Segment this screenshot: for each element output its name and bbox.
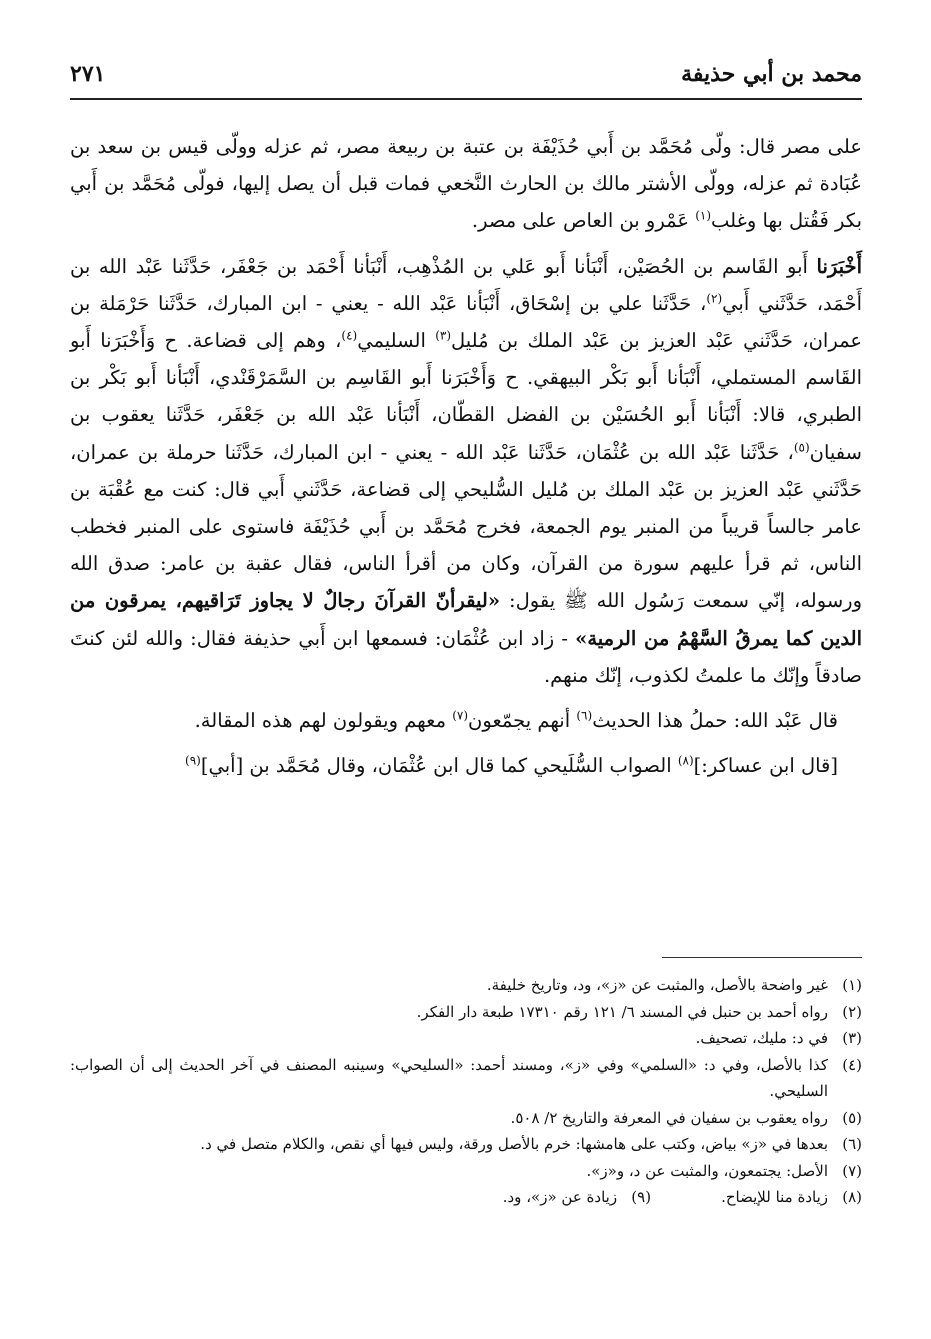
header-rule xyxy=(70,98,862,100)
footnote-number: (٧) xyxy=(842,1161,862,1180)
footnote-5 xyxy=(70,1105,862,1132)
footnote-text: زيادة منا للإيضاح. xyxy=(721,1188,828,1206)
paragraph-2 xyxy=(70,248,862,694)
main-text xyxy=(70,128,862,784)
footnote-ref-9: (٩) xyxy=(185,753,201,768)
text-run: قال عَبْد الله: حملُ هذا الحديث xyxy=(592,709,838,733)
text-run: على مصر قال: ولّى مُحَمَّد بن أَبي حُذَيْفَة بن عتبة بن ربيعة مصر، ثم عزله وولّى قيس بن xyxy=(140,135,863,158)
text-run: - زاد ابن عُثْمَان: فسمعها ابن أَبي حذيفة فقال: والله لئن كنتَ صادقاً وإنّك ما علمتُ لكذوب، إنّك منهم. xyxy=(70,626,862,687)
text-run: معهم ويقولون لهم هذه المقالة. xyxy=(194,709,453,733)
text-run: ، حَدَّثَنا عَبْد الله بن عُثْمَان، حَدَّثَنا عَبْد الله - يعني - ابن المبارك، حَدَّثَنا حرملة بن عمران، حَدَّثَني عَبْد العزيز بن عَبْد الملك بن مُليل السُّليحي إلى قضاعة، حَدَّثَني أَبي قال: كنت مع عُقْبَة بن عامر جالساً قريباً من المنبر يوم الجمعة، فخرج مُحَمَّد بن أَبي حُذَيْفَة فاستوى على المنبر فخطب الناس، ثم قرأ عليهم سورة من القرآن، وكان من أقرأ الناس، فقال عقبة بن عامر: صدق الله ورسوله، إنّي سمعت رَسُول الله ﷺ يقول: xyxy=(70,440,862,613)
text-run: [قال ابن عساكر:] xyxy=(693,754,838,778)
footnote-number: (١) xyxy=(842,976,862,994)
footnote-text: كذا بالأصل، وفي د: «السلمي» وفي «ز»، ومسند أحمد: «السليحي» وسينبه المصنف في آخر الحديث إلى أن الصواب: السليحي. xyxy=(70,1055,828,1100)
hadith-quote: «ليقرأنّ القرآنَ رجالٌ لا يجاوز تَرَاقيهم، يمرقون من الدين كما يمرقُ السَّهْمُ من الرمية» xyxy=(70,589,862,650)
footnote-1 xyxy=(70,972,862,999)
footnote-ref-2: (٢) xyxy=(706,291,723,306)
footnotes xyxy=(70,972,862,1211)
footnote-8 xyxy=(721,1184,862,1211)
footnote-ref-8: (٨) xyxy=(677,753,694,768)
footnote-ref-4: (٤) xyxy=(341,328,358,343)
footnote-number: (٤) xyxy=(842,1055,862,1074)
footnote-text: رواه أحمد بن حنبل في المسند ٦/ ١٢١ رقم ١٧٣١٠ طبعة دار الفكر. xyxy=(416,1002,828,1021)
footnote-3 xyxy=(70,1025,862,1052)
footnote-number: (٣) xyxy=(842,1029,862,1047)
page-header xyxy=(70,52,862,96)
text-run: أنهم يجمّعون xyxy=(468,709,577,733)
paragraph-3 xyxy=(70,702,862,739)
footnote-ref-6: (٦) xyxy=(576,708,593,723)
footnote-number: (٩) xyxy=(631,1188,652,1206)
footnote-text: بعدها في «ز» بياض، وكتب على هامشها: خرم بالأصل ورقة، وليس فيها أي نقص، والكلام متصل في د. xyxy=(200,1135,828,1153)
footnote-7 xyxy=(70,1158,862,1185)
footnote-number: (٦) xyxy=(842,1135,862,1153)
footnote-6 xyxy=(70,1131,862,1158)
footnote-ref-7: (٧) xyxy=(452,708,469,723)
text-run: أَبو القَاسم بن الحُصَيْن، أَنْبَأنا أَبو عَلي بن المُذْهِب، أَنْبَأنا أَحْمَد بن جَعْفَر، حَدَّثَنا عَبْد الله بن أَحْمَد، حَدَّثَني أَبي xyxy=(70,254,863,315)
page-number: ٢٧١ xyxy=(70,61,106,87)
text-run: فولّى مُحَمَّد بن أَبي بكر فَقُتل بها وغلب xyxy=(70,172,862,233)
footnote-number: (٥) xyxy=(842,1108,862,1127)
paragraph-1 xyxy=(70,128,862,240)
akhbarana-lead: أَخْبَرَنا xyxy=(816,254,862,278)
footnote-4 xyxy=(70,1052,862,1105)
footnote-text: غير واضحة بالأصل، والمثبت عن «ز»، ود، وتاريخ خليفة. xyxy=(486,976,828,994)
footnote-ref-3: (٣) xyxy=(435,328,452,343)
text-run: الصواب السُّلَيحي كما قال ابن عُثْمَان، وقال مُحَمَّد بن [أبي] xyxy=(200,754,678,778)
footnote-row-8-9 xyxy=(70,1184,862,1211)
text-run: سعد بن عُبَادة ثم عزله، وولّى الأشتر مالك بن الحارث النَّخعي فمات قبل أن يصل إليها، xyxy=(70,135,862,196)
footnote-9 xyxy=(503,1184,651,1211)
footnote-text: الأصل: يجتمعون، والمثبت عن د، و«ز». xyxy=(586,1161,828,1180)
footnote-number: (٢) xyxy=(842,1002,862,1021)
text-run: عَمْرو بن العاص على مصر. xyxy=(471,209,696,233)
running-title: محمد بن أبي حذيفة xyxy=(681,61,862,87)
footnote-number: (٨) xyxy=(842,1188,862,1206)
text-run: السليمي xyxy=(357,329,436,353)
footnote-text: في د: مليك، تصحيف. xyxy=(695,1029,828,1047)
footnote-text: زيادة عن «ز»، ود. xyxy=(502,1188,618,1206)
footnote-2 xyxy=(70,999,862,1026)
footnote-text: رواه يعقوب بن سفيان في المعرفة والتاريخ ٢/ ٥٠٨. xyxy=(510,1108,828,1127)
footnote-ref-1: (١) xyxy=(695,208,712,223)
text-run: ، وهم إلى قضاعة. ح وَأَخْبَرَنا أَبو القَاسم المستملي، أَنْبَأنا أَبو بَكْر البيهقي. ح وَأَخْبَرَنا أَبو القَاسِم بن السَّمَرْقَنْدي، أَنْبَأنا أَبو بَكْر بن الطبري، قالا: أَنْبَأنا أَبو الحُسَيْن بن الفضل القطّان، أَنْبَأنا عَبْد الله بن جَعْفَر، حَدَّثَنا يعقوب بن سفيان xyxy=(70,329,862,464)
footnote-ref-5: (٥) xyxy=(793,440,810,455)
text-run: ، حَدَّثَنا علي بن إسْحَاق، أَنْبَأنا عَبْد الله - يعني - ابن المبارك، حَدَّثَنا حَرْمَلة بن عمران، حَدَّثَني عَبْد العزيز بن عَبْد الملك بن مُليل xyxy=(70,291,862,353)
footnote-separator xyxy=(662,957,862,958)
paragraph-4 xyxy=(70,747,862,784)
